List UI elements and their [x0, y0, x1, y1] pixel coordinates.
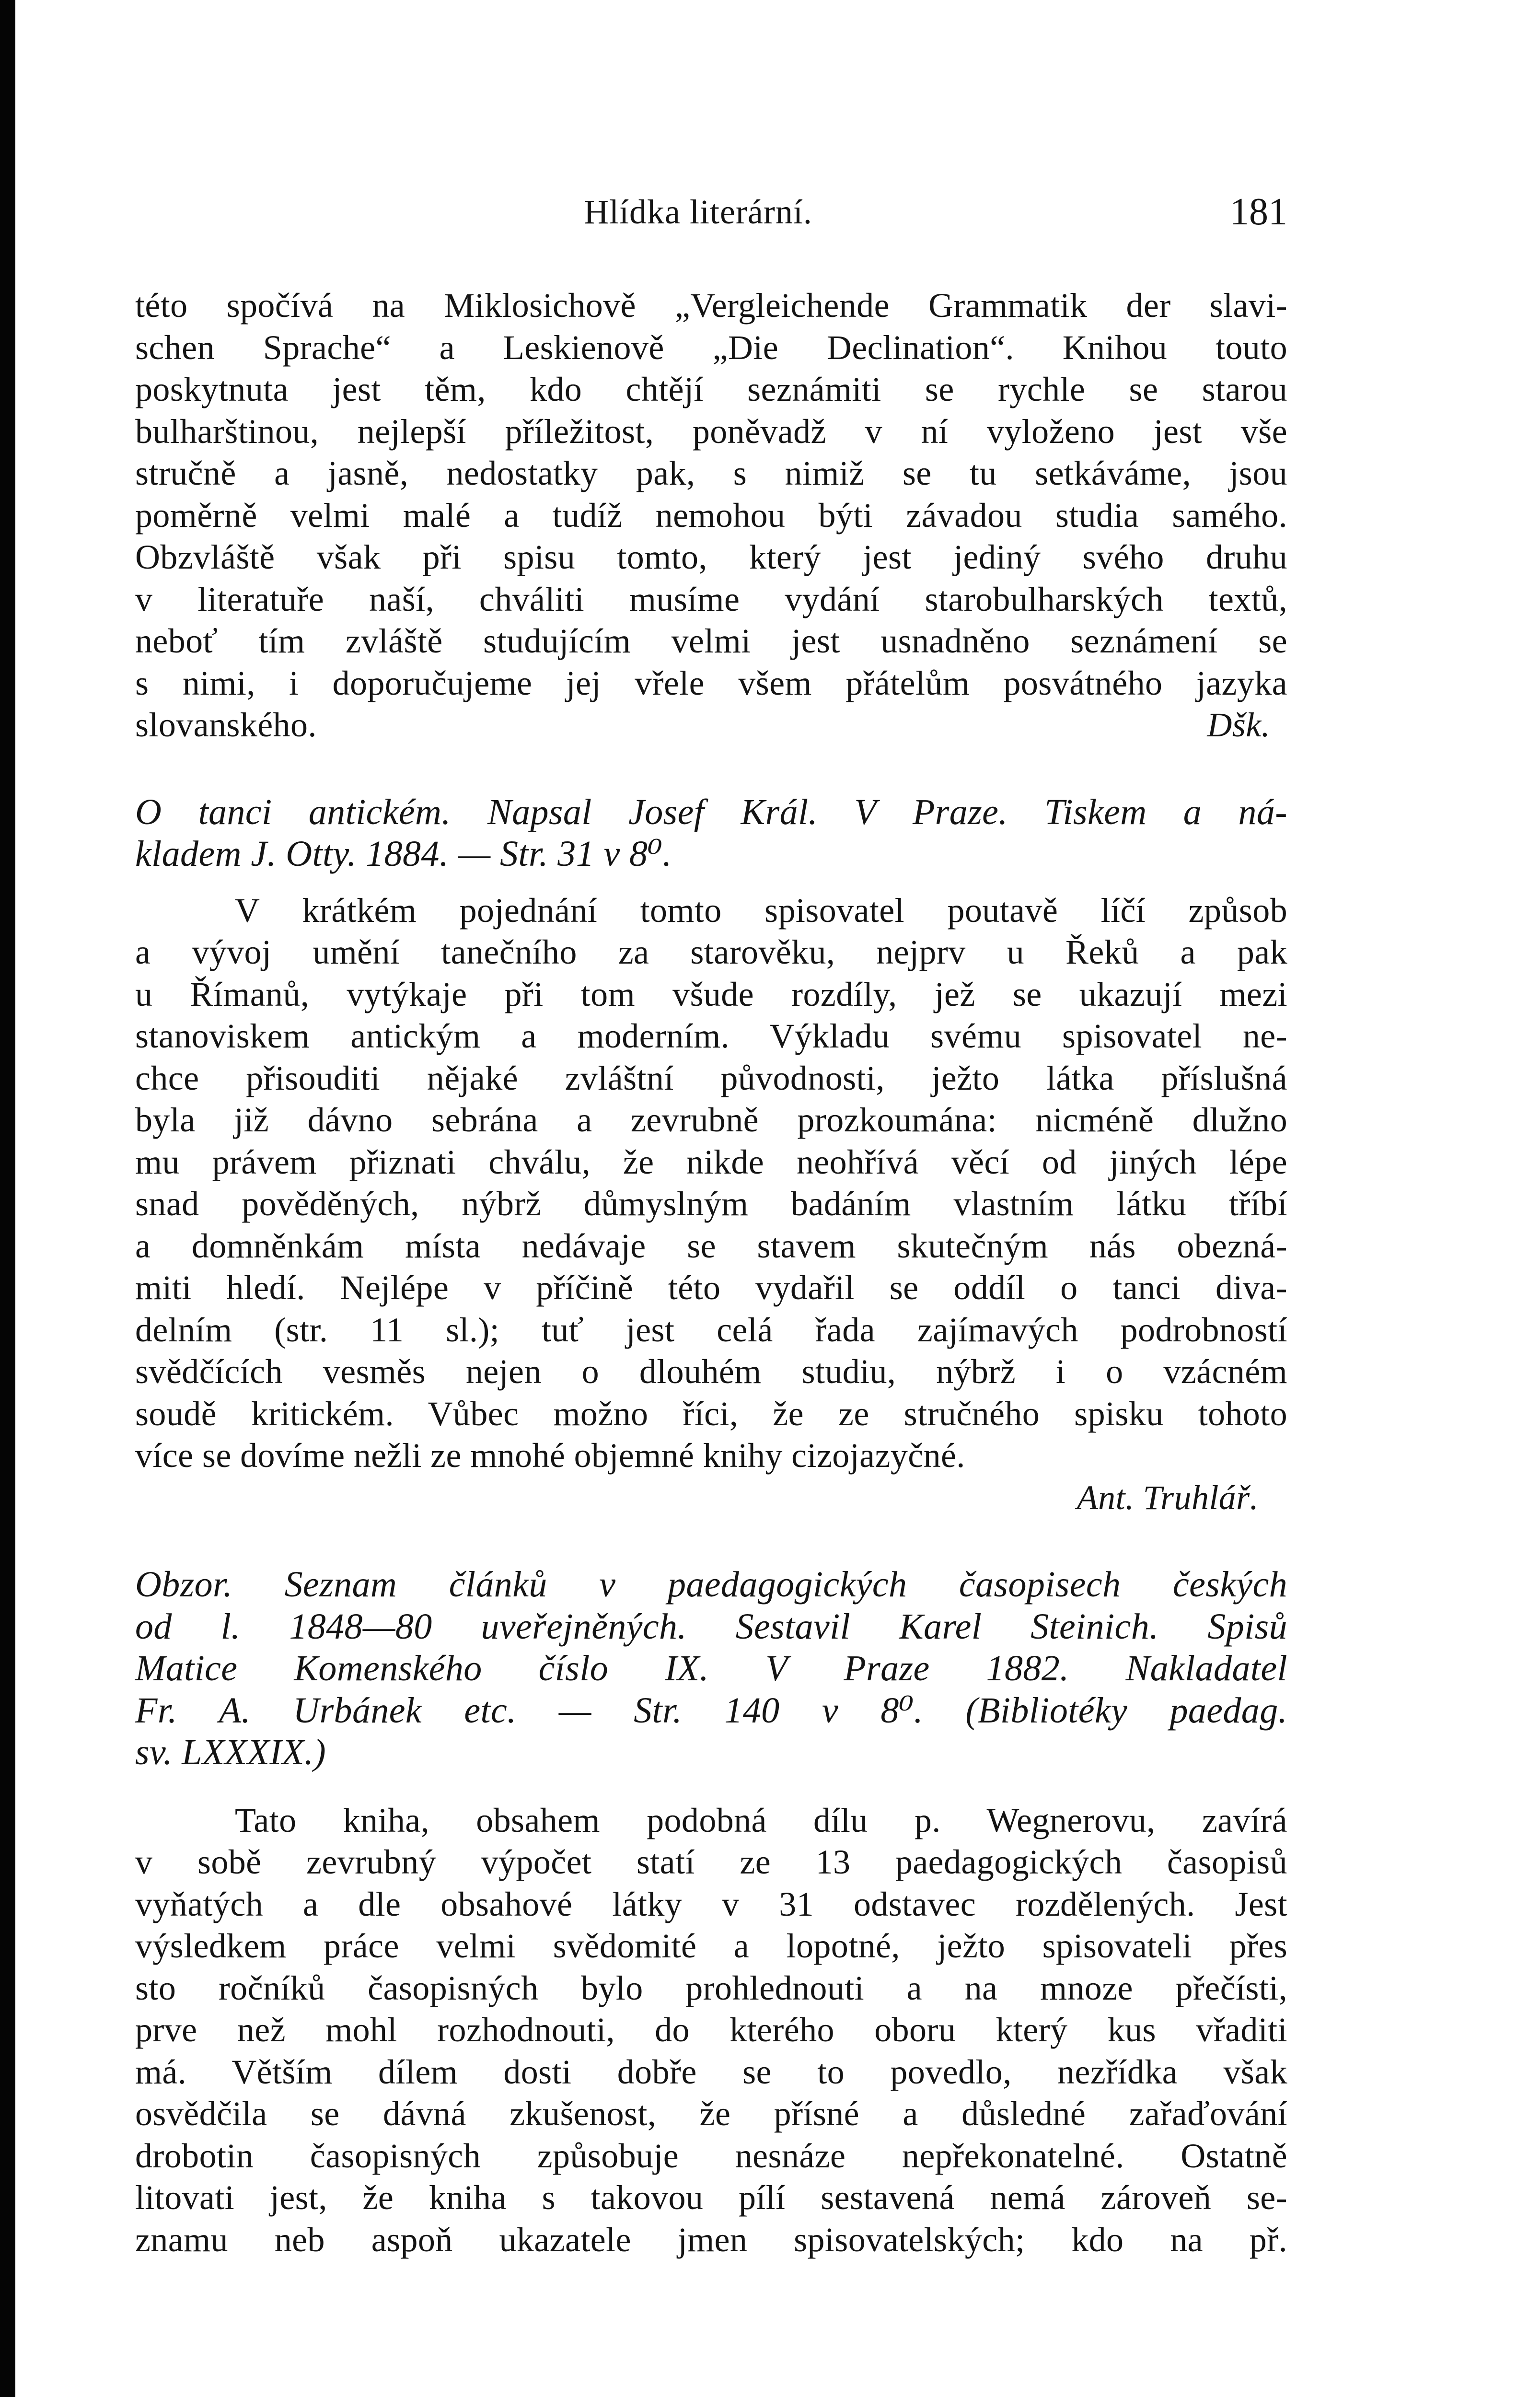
- text-line: vyňatých a dle obsahové látky v 31 odstavec rozdělených. Jest: [135, 1885, 1287, 1923]
- text-line: Tato kniha, obsahem podobná dílu p. Wegnerovu, zavírá: [235, 1801, 1287, 1839]
- text-line: prve než mohl rozhodnouti, do kterého oboru který kus vřaditi: [135, 2011, 1287, 2049]
- review-title-line: O tanci antickém. Napsal Josef Král. V Praze. Tiskem a ná-: [135, 791, 1287, 832]
- text-line-end: slovanského.: [135, 706, 317, 744]
- title-gap: [135, 1774, 1287, 1800]
- text-line: delním (str. 11 sl.); tuť jest celá řada zajímavých podrobností: [135, 1310, 1287, 1349]
- text-line: snad pověděných, nýbrž důmyslným badáním vlastním látku tříbí: [135, 1185, 1287, 1223]
- text-line: výsledkem práce velmi svědomité a lopotné, ježto spisovateli přes: [135, 1927, 1287, 1965]
- running-title: Hlídka literární.: [584, 193, 812, 231]
- text-line: této spočívá na Miklosichově „Vergleichende Grammatik der slavi-: [135, 286, 1287, 325]
- text-line: byla již dávno sebrána a zevrubně prozkoumána: nicméně dlužno: [135, 1101, 1287, 1139]
- review-title-line: sv. LXXXIX.): [135, 1732, 326, 1772]
- section-gap: [135, 1519, 1287, 1564]
- text-line: stručně a jasně, nedostatky pak, s nimiž se tu setkáváme, jsou: [135, 454, 1287, 492]
- review-starobulharska: [135, 285, 1287, 746]
- text-line: miti hledí. Nejlépe v příčině této vydařil se oddíl o tanci diva-: [135, 1268, 1287, 1307]
- text-line: Obzvláště však při spisu tomto, který jest jediný svého druhu: [135, 538, 1287, 576]
- review-title-line: od l. 1848—80 uveřejněných. Sestavil Karel Steinich. Spisů: [135, 1606, 1287, 1647]
- text-line: poskytnuta jest těm, kdo chtějí seznámiti se rychle se starou: [135, 370, 1287, 408]
- text-line: a domněnkám místa nedávaje se stavem skutečným nás obezná-: [135, 1226, 1287, 1265]
- review-title-line: kladem J. Otty. 1884. — Str. 31 v 8⁰.: [135, 834, 672, 874]
- text-line: a vývoj umění tanečního za starověku, nejprv u Řeků a pak: [135, 933, 1287, 971]
- reviewer-signature: Ant. Truhlář.: [1077, 1478, 1259, 1517]
- page-number: 181: [1230, 191, 1287, 233]
- review-title-line: Fr. A. Urbánek etc. — Str. 140 v 8⁰. (Bibliotéky paedag.: [135, 1690, 1287, 1731]
- text-line: více se dovíme nežli ze mnohé objemné knihy cizojazyčné.: [135, 1436, 965, 1475]
- review-o-tanci-antickem: [135, 791, 1287, 1519]
- review-title-line: Obzor. Seznam článků v paedagogických časopisech českých: [135, 1564, 1287, 1605]
- text-line: v sobě zevrubný výpočet statí ze 13 paedagogických časopisů: [135, 1843, 1287, 1881]
- text-line: schen Sprache“ a Leskienově „Die Declination“. Knihou touto: [135, 328, 1287, 367]
- review-title-line: Matice Komenského číslo IX. V Praze 1882. Nakladatel: [135, 1648, 1287, 1688]
- page-header: [135, 188, 1287, 236]
- text-line: chce přisouditi nějaké zvláštní původnosti, ježto látka příslušná: [135, 1059, 1287, 1097]
- text-line: poměrně velmi malé a tudíž nemohou býti závadou studia samého.: [135, 496, 1287, 535]
- text-line: V krátkém pojednání tomto spisovatel poutavě líčí způsob: [235, 891, 1287, 930]
- section-gap: [135, 746, 1287, 791]
- title-gap: [135, 875, 1287, 890]
- text-line-final: [135, 704, 1287, 746]
- text-line: u Římanů, vytýkaje při tom všude rozdíly, jež se ukazují mezi: [135, 975, 1287, 1013]
- text-line: stanoviskem antickým a moderním. Výkladu svému spisovatel ne-: [135, 1017, 1287, 1055]
- text-line: drobotin časopisných způsobuje nesnáze nepřekonatelné. Ostatně: [135, 2136, 1287, 2175]
- text-line: sto ročníků časopisných bylo prohlednouti a na mnoze přečísti,: [135, 1968, 1287, 2007]
- text-line: s nimi, i doporučujeme jej vřele všem přátelům posvátného jazyka: [135, 663, 1287, 702]
- text-line: neboť tím zvláště studujícím velmi jest usnadněno seznámení se: [135, 622, 1287, 660]
- text-line: svědčících vesměs nejen o dlouhém studiu, nýbrž i o vzácném: [135, 1352, 1287, 1391]
- text-line: litovati jest, že kniha s takovou pílí sestavená nemá zároveň se-: [135, 2178, 1287, 2217]
- text-line: bulharštinou, nejlepší příležitost, poněvadž v ní vyloženo jest vše: [135, 412, 1287, 451]
- text-line: v literatuře naší, chváliti musíme vydání starobulharských textů,: [135, 580, 1287, 618]
- page-body: [135, 285, 1287, 2261]
- text-line: znamu neb aspoň ukazatele jmen spisovatelských; kdo na př.: [135, 2220, 1287, 2259]
- reviewer-signature: Dšk.: [1207, 706, 1270, 744]
- text-line: soudě kritickém. Vůbec možno říci, že ze stručného spisku tohoto: [135, 1394, 1287, 1433]
- text-line: má. Větším dílem dosti dobře se to povedlo, nezřídka však: [135, 2052, 1287, 2091]
- scan-page-edge: [0, 0, 15, 2397]
- text-line: mu právem přiznati chválu, že nikde neohřívá věcí od jiných lépe: [135, 1142, 1287, 1181]
- text-line: osvědčila se dávná zkušenost, že přísné a důsledné zařaďování: [135, 2094, 1287, 2133]
- review-obzor: [135, 1564, 1287, 2261]
